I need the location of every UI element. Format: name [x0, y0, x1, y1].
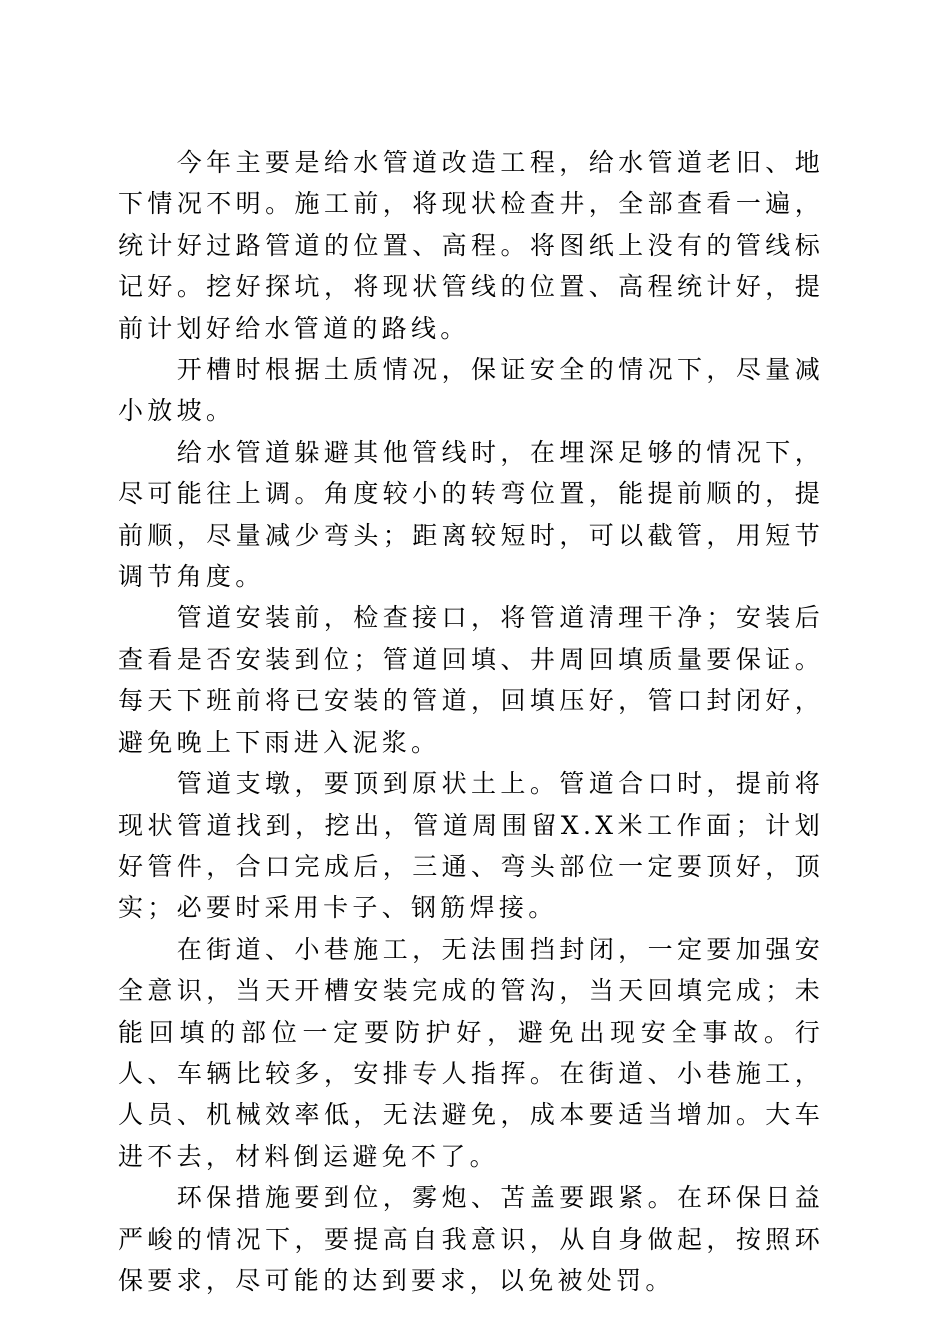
paragraph-5: 管道支墩，要顶到原状土上。管道合口时，提前将现状管道找到，挖出，管道周围留X.X米工作面；计划好管件，合口完成后，三通、弯头部位一定要顶好，顶实；必要时采用卡子、钢筋焊接。 — [118, 769, 824, 923]
paragraph-1: 今年主要是给水管道改造工程，给水管道老旧、地下情况不明。施工前，将现状检查井，全部查看一遍，统计好过路管道的位置、高程。将图纸上没有的管线标记好。挖好探坑，将现状管线的位置、高程统计好，提前计划好给水管道的路线。 — [118, 148, 824, 343]
paragraph-2: 开槽时根据土质情况，保证安全的情况下，尽量减小放坡。 — [118, 355, 824, 426]
paragraph-3: 给水管道躲避其他管线时，在埋深足够的情况下，尽可能往上调。角度较小的转弯位置，能提前顺的，提前顺，尽量减少弯头；距离较短时，可以截管，用短节调节角度。 — [118, 437, 824, 592]
paragraph-4: 管道安装前，检查接口，将管道清理干净；安装后查看是否安装到位；管道回填、井周回填质量要保证。每天下班前将已安装的管道，回填压好，管口封闭好，避免晚上下雨进入泥浆。 — [118, 603, 824, 757]
document-body — [118, 142, 824, 1301]
paragraph-6: 在街道、小巷施工，无法围挡封闭，一定要加强安全意识，当天开槽安装完成的管沟，当天回填完成；未能回填的部位一定要防护好，避免出现安全事故。行人、车辆比较多，安排专人指挥。在街道、小巷施工，人员、机械效率低，无法避免，成本要适当增加。大车进不去，材料倒运避免不了。 — [118, 934, 824, 1171]
paragraph-7: 环保措施要到位，雾炮、苫盖要跟紧。在环保日益严峻的情况下，要提高自我意识，从自身做起，按照环保要求，尽可能的达到要求，以免被处罚。 — [118, 1183, 824, 1295]
